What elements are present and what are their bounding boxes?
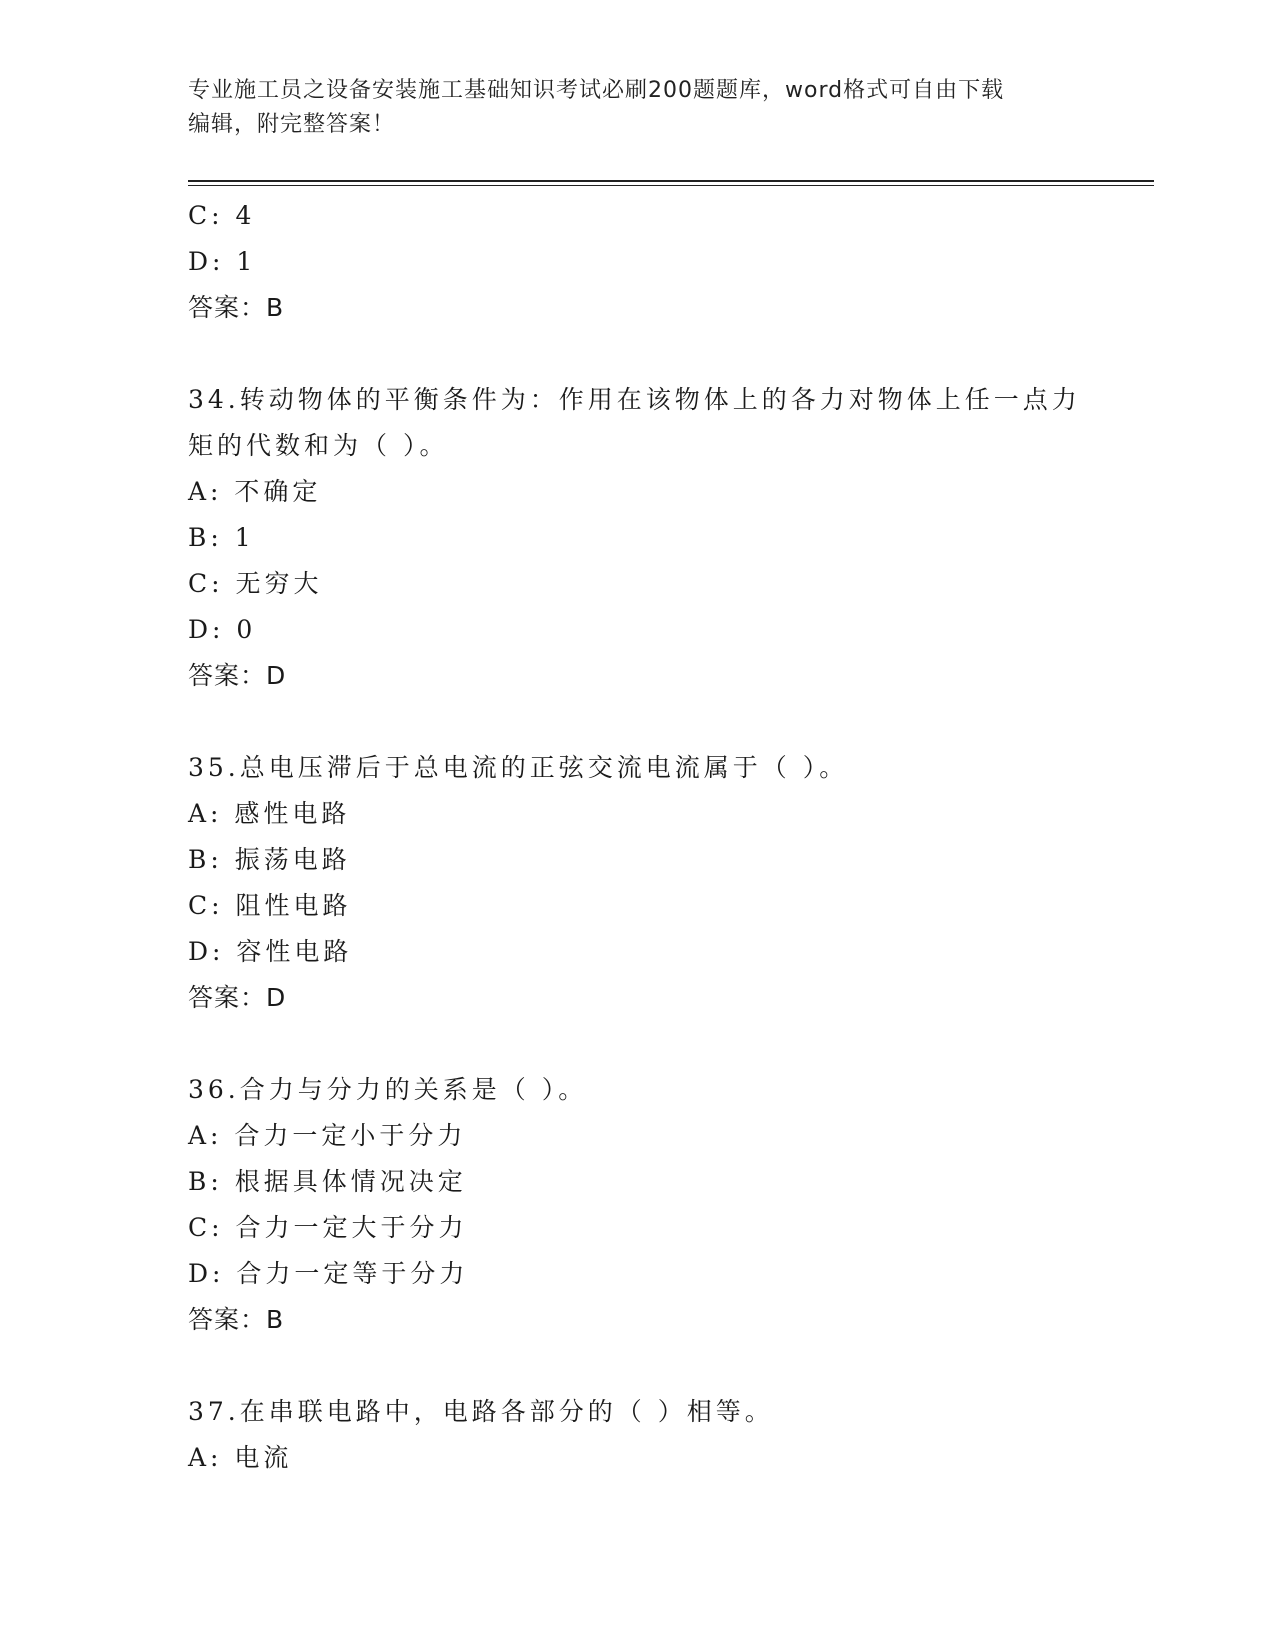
option-a: A: 不确定 xyxy=(188,477,322,506)
option-b: B: 根据具体情况决定 xyxy=(188,1167,467,1196)
question-35 xyxy=(188,745,1088,1021)
question-stem: 34.转动物体的平衡条件为：作用在该物体上的各力对物体上任一点力 xyxy=(188,385,1081,414)
header-divider-thick xyxy=(188,180,1154,182)
header-line-1: 专业施工员之设备安装施工基础知识考试必刷200题题库，word格式可自由下载 xyxy=(188,78,1005,103)
question-36 xyxy=(188,1067,1088,1343)
option-a: A: 合力一定小于分力 xyxy=(188,1121,467,1150)
option-d: D: 0 xyxy=(188,615,257,644)
question-33-tail xyxy=(188,193,1088,331)
option-c: C: 阻性电路 xyxy=(188,891,352,920)
question-list xyxy=(188,193,1088,1481)
option-b: B: 振荡电路 xyxy=(188,845,351,874)
header-divider-thin xyxy=(188,185,1154,186)
option-d: D: 1 xyxy=(188,247,257,276)
option-c: C: 合力一定大于分力 xyxy=(188,1213,468,1242)
question-stem: 35.总电压滞后于总电流的正弦交流电流属于（ ）。 xyxy=(188,753,849,782)
answer: 答案：D xyxy=(188,661,287,690)
option-b: B: 1 xyxy=(188,523,255,552)
question-stem: 36.合力与分力的关系是（ ）。 xyxy=(188,1075,588,1104)
option-d: D: 容性电路 xyxy=(188,937,353,966)
question-stem: 37.在串联电路中，电路各部分的（ ）相等。 xyxy=(188,1397,774,1426)
answer: 答案：B xyxy=(188,293,285,322)
header-line-2: 编辑，附完整答案！ xyxy=(188,112,396,137)
question-37 xyxy=(188,1389,1088,1481)
option-a: A: 感性电路 xyxy=(188,799,351,828)
answer: 答案：B xyxy=(188,1305,285,1334)
option-c: C: 无穷大 xyxy=(188,569,323,598)
option-d: D: 合力一定等于分力 xyxy=(188,1259,469,1288)
question-stem: 矩的代数和为（ ）。 xyxy=(188,431,449,460)
option-a: A: 电流 xyxy=(188,1443,293,1472)
question-34 xyxy=(188,377,1088,699)
document-header xyxy=(188,74,1088,142)
option-c: C: 4 xyxy=(188,201,256,230)
answer: 答案：D xyxy=(188,983,287,1012)
